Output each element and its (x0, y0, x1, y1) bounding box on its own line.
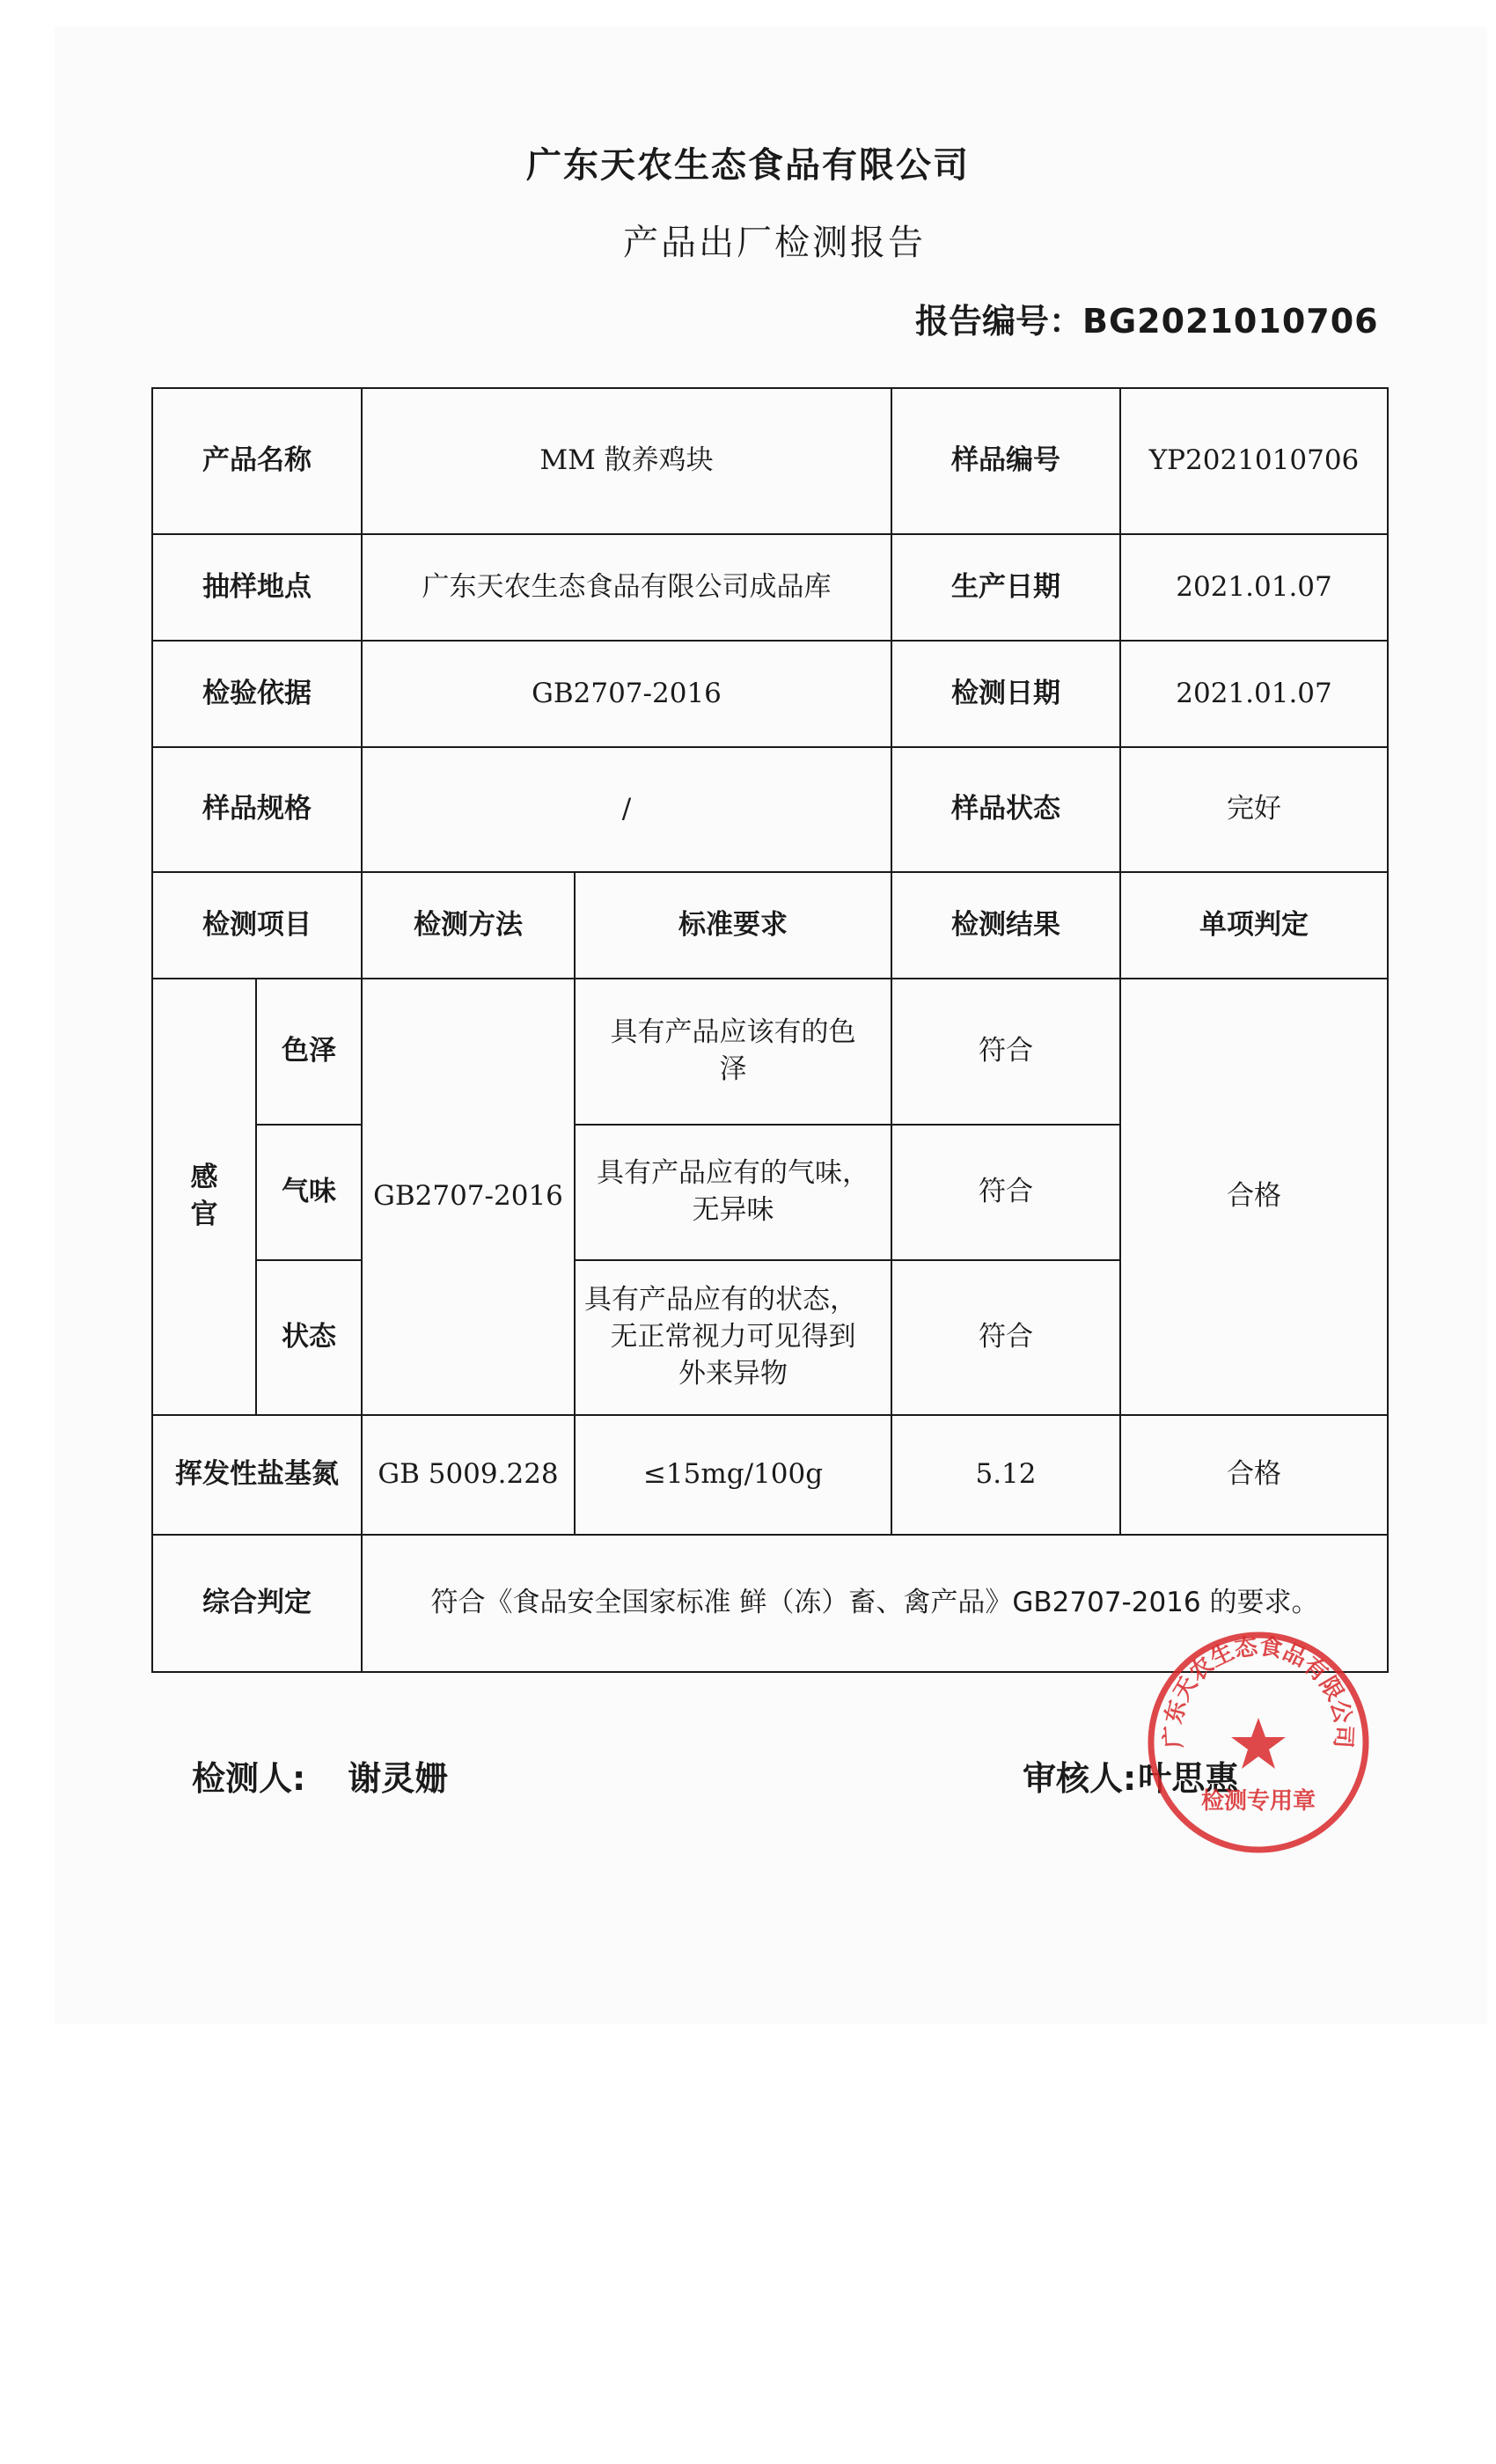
col-standard: 标准要求 (575, 872, 891, 979)
seal-arc-textpath: 广东天农生态食品有限公司 (1160, 1633, 1357, 1749)
sensory-group-label (152, 979, 256, 1415)
basis-label: 检验依据 (152, 641, 362, 747)
table-row (152, 534, 1388, 641)
sensory-result-color: 符合 (891, 979, 1120, 1125)
table-row (152, 747, 1388, 872)
tvbn-item: 挥发性盐基氮 (152, 1415, 362, 1535)
sample-no-value: YP2021010706 (1120, 388, 1388, 534)
sensory-method: GB2707-2016 (362, 979, 575, 1415)
sensory-item-color: 色泽 (256, 979, 362, 1125)
report-number-value: BG2021010706 (1082, 302, 1379, 341)
col-result: 检测结果 (891, 872, 1120, 979)
table-row (152, 1415, 1388, 1535)
reviewer-name: 叶思惠 (1138, 1759, 1239, 1798)
table-row (152, 388, 1388, 534)
sample-no-label: 样品编号 (891, 388, 1120, 534)
production-date-value: 2021.01.07 (1120, 534, 1388, 641)
company-seal (1144, 1628, 1373, 1857)
sensory-judgement: 合格 (1120, 979, 1388, 1415)
sensory-standard-odor (575, 1125, 891, 1260)
tvbn-standard: ≤15mg/100g (575, 1415, 891, 1535)
sensory-group-bottom: 官 (190, 1199, 218, 1230)
test-date-value: 2021.01.07 (1120, 641, 1388, 747)
sensory-result-odor: 符合 (891, 1125, 1120, 1260)
test-date-label: 检测日期 (891, 641, 1120, 747)
table-row (152, 979, 1388, 1125)
reviewer-label: 审核人: (1023, 1759, 1137, 1798)
report-table (151, 387, 1389, 1673)
standard-line: 泽 (719, 1053, 747, 1085)
state-value: 完好 (1120, 747, 1388, 872)
sensory-standard-color (575, 979, 891, 1125)
tvbn-result: 5.12 (891, 1415, 1120, 1535)
product-name-value: MM 散养鸡块 (362, 388, 891, 534)
standard-line: 具有产品应有的状态， (584, 1284, 857, 1316)
production-date-label: 生产日期 (891, 534, 1120, 641)
tester-signature (192, 1751, 448, 1800)
conclusion-text: 符合《食品安全国家标准 鲜（冻）畜、禽产品》GB2707-2016 的要求。 (362, 1535, 1388, 1672)
spec-value: / (362, 747, 891, 872)
company-name: 广东天农生态食品有限公司 (526, 145, 970, 186)
sensory-group-top: 感 (190, 1162, 218, 1194)
basis-value: GB2707-2016 (362, 641, 891, 747)
tester-name: 谢灵姗 (348, 1759, 449, 1798)
col-item: 检测项目 (152, 872, 362, 979)
col-method: 检测方法 (362, 872, 575, 979)
product-name-label: 产品名称 (152, 388, 362, 534)
report-title: 产品出厂检测报告 (623, 223, 926, 263)
tvbn-judgement: 合格 (1120, 1415, 1388, 1535)
standard-line: 具有产品应有的气味， (597, 1157, 869, 1190)
report-number (915, 294, 1379, 342)
standard-line: 外来异物 (678, 1357, 788, 1390)
seal-star-icon (1231, 1718, 1286, 1769)
state-label: 样品状态 (891, 747, 1120, 872)
spec-label: 样品规格 (152, 747, 362, 872)
col-judgement: 单项判定 (1120, 872, 1388, 979)
sampling-place-value: 广东天农生态食品有限公司成品库 (362, 534, 891, 641)
sensory-standard-state (575, 1260, 891, 1415)
tester-label: 检测人: (192, 1759, 306, 1798)
sampling-place-label: 抽样地点 (152, 534, 362, 641)
standard-line: 无异味 (692, 1194, 774, 1226)
sensory-item-odor: 气味 (256, 1125, 362, 1260)
report-number-label: 报告编号： (915, 302, 1083, 341)
conclusion-label: 综合判定 (152, 1535, 362, 1672)
sensory-result-state: 符合 (891, 1260, 1120, 1415)
standard-line: 无正常视力可见得到 (610, 1321, 856, 1353)
seal-subtext: 检测专用章 (1200, 1788, 1316, 1815)
table-header-row (152, 872, 1388, 979)
sensory-item-state: 状态 (256, 1260, 362, 1415)
standard-line: 具有产品应该有的色 (610, 1016, 856, 1049)
table-row (152, 641, 1388, 747)
tvbn-method: GB 5009.228 (362, 1415, 575, 1535)
